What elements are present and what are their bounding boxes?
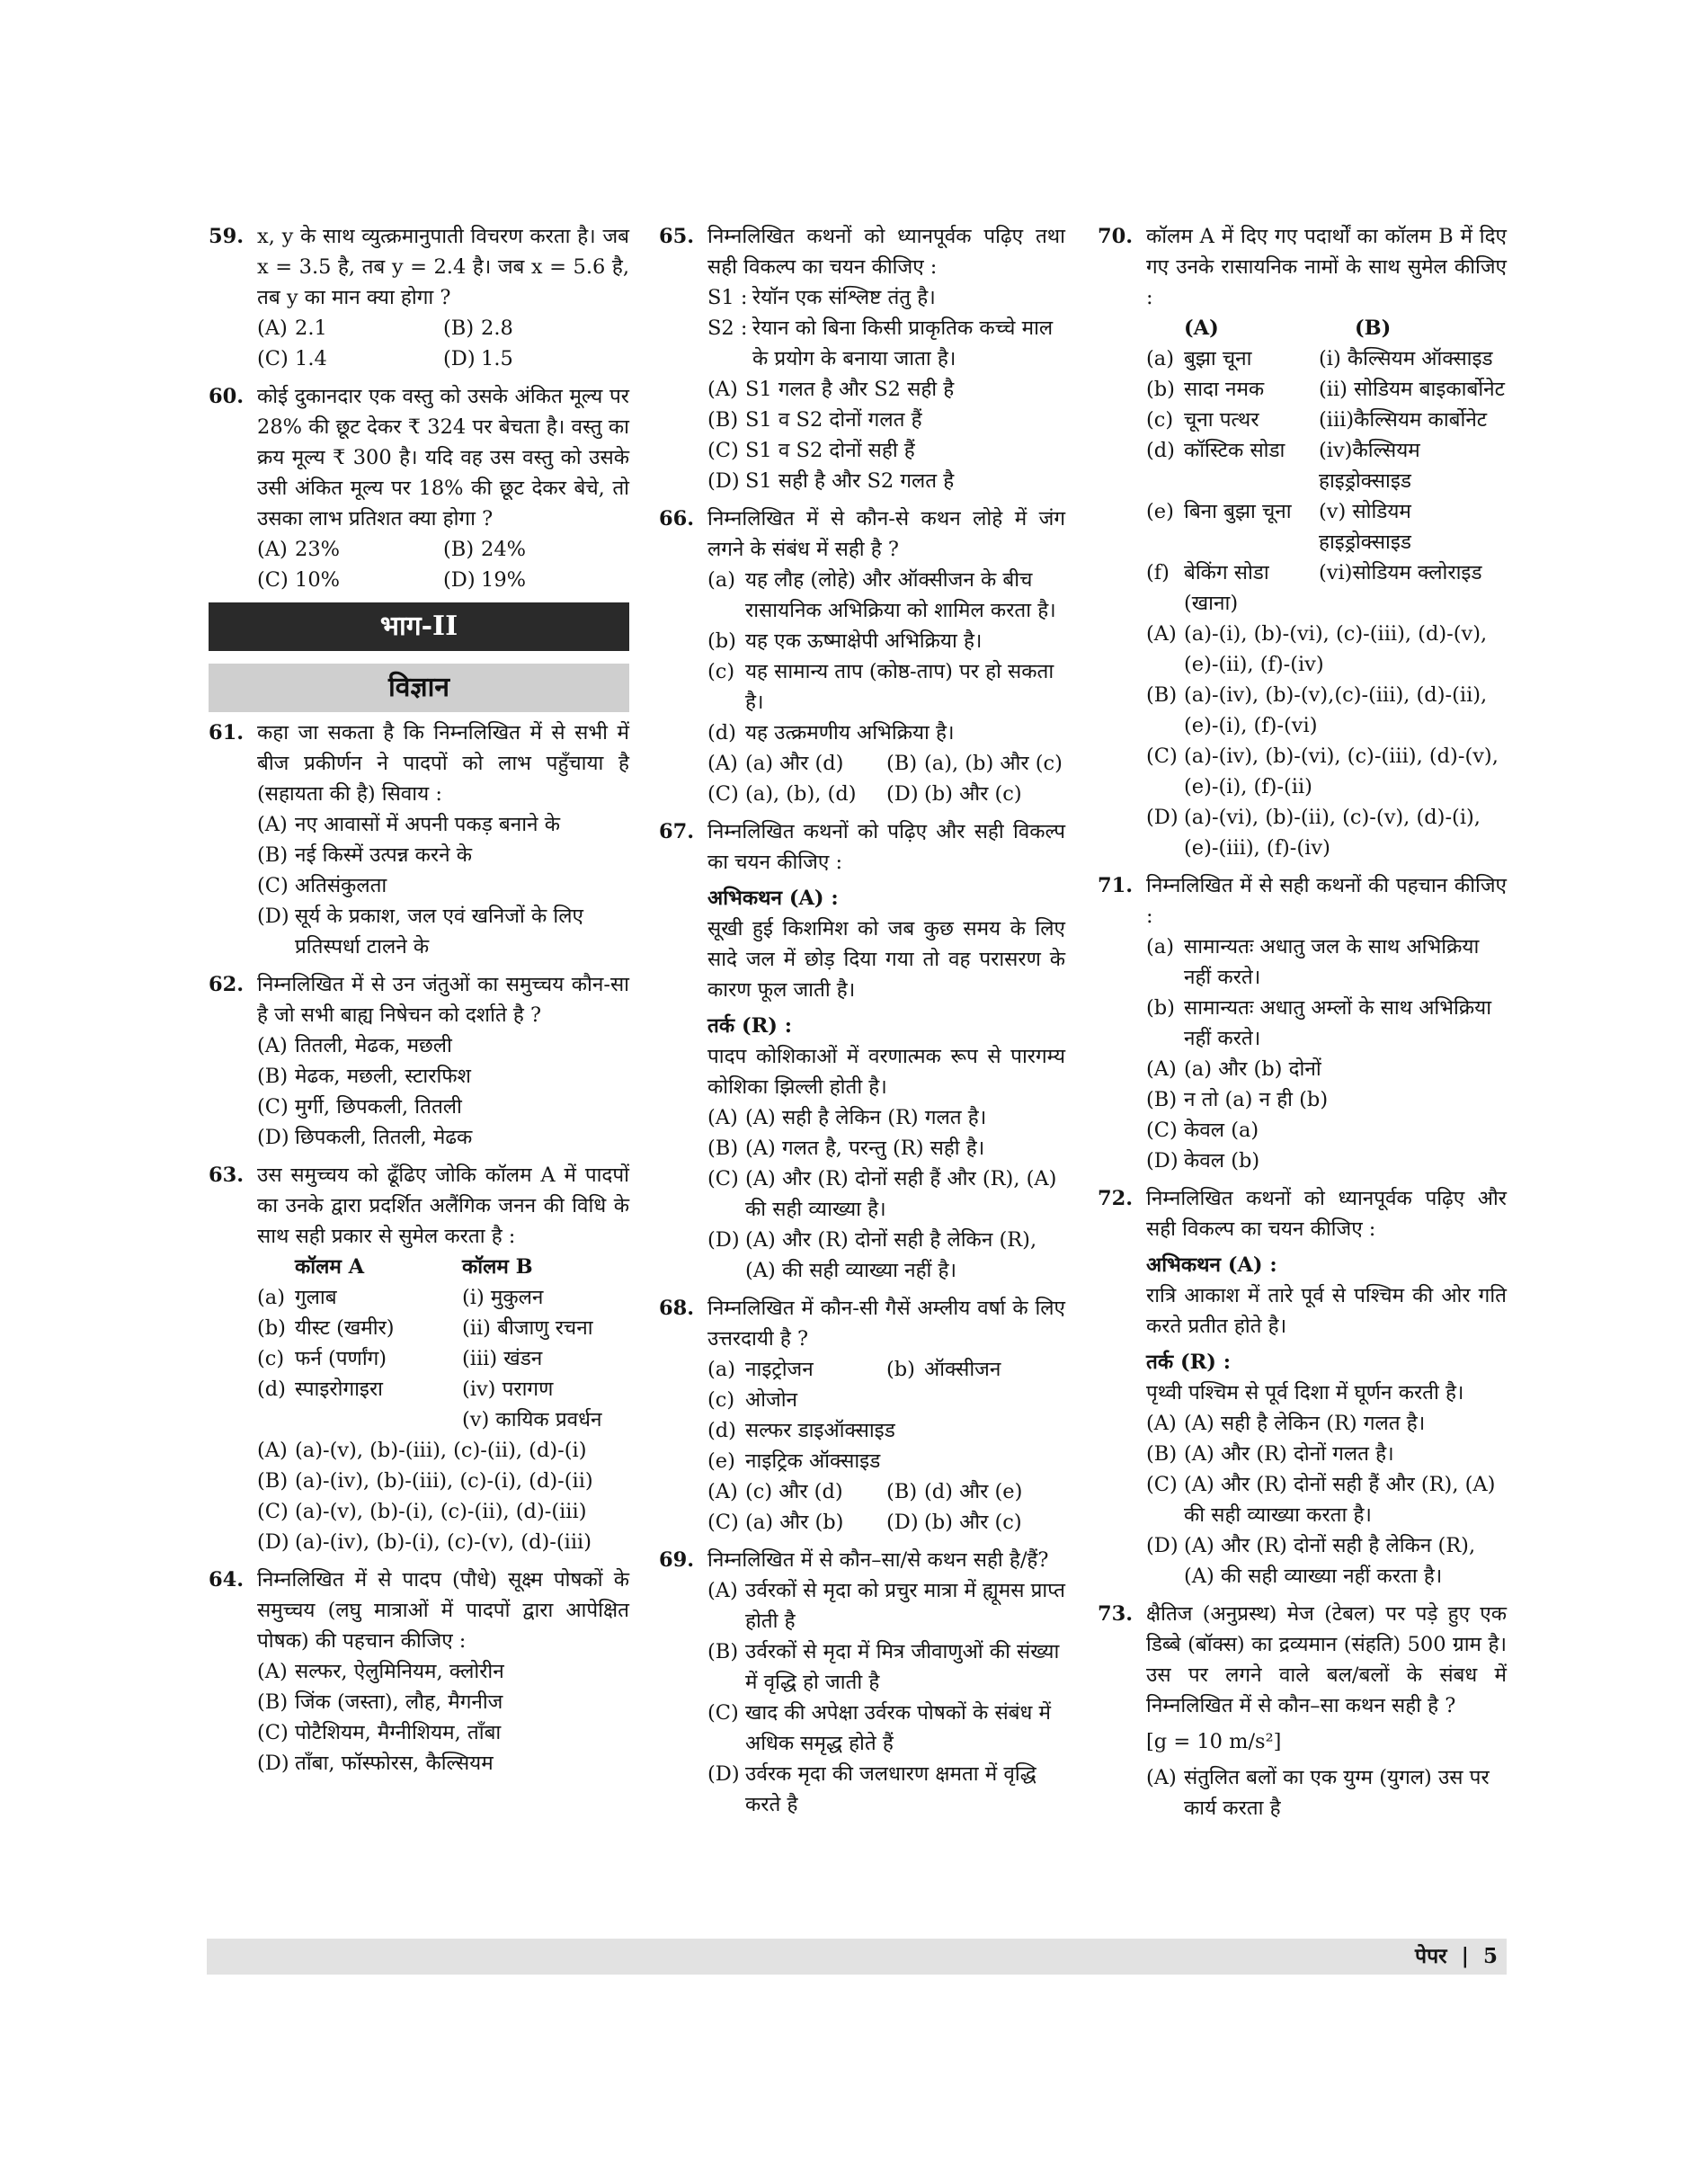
page-footer: [207, 1939, 1507, 1975]
option-a[interactable]: (A) नए आवासों में अपनी पकड़ बनाने के: [257, 813, 560, 836]
question-67: [659, 816, 1065, 1286]
option-b[interactable]: (B) S1 व S2 दोनों गलत हैं: [707, 408, 922, 432]
column-3: [1098, 221, 1507, 1831]
option-d[interactable]: (D) (b) और (c): [886, 1511, 1022, 1534]
footer-separator: |: [1461, 1944, 1469, 1968]
assertion-label: अभिकथन (A) :: [1146, 1253, 1277, 1277]
question-text: निम्नलिखित कथनों को ध्यानपूर्वक पढ़िए तथा सही विकल्प का चयन कीजिए :: [707, 225, 1065, 279]
assertion-text: सूखी हुई किशमिश को जब कुछ समय के लिए सादे जल में छोड़ दिया गया तो वह परासरण के कारण फूल जाती है।: [707, 917, 1065, 1002]
question-text: कहा जा सकता है कि निम्नलिखित में से सभी में बीज प्रकीर्णन ने पादपों को लाभ पहुँचाया है (सहायता की है) सिवाय :: [257, 721, 629, 806]
option-c[interactable]: (C) 10%: [257, 568, 341, 592]
option-d[interactable]: (D) छिपकली, तितली, मेढक: [257, 1126, 473, 1149]
question-63: [209, 1160, 629, 1557]
option-d[interactable]: (D) (a)-(iv), (b)-(i), (c)-(v), (d)-(iii): [257, 1530, 592, 1554]
option-d[interactable]: (D) (a)-(vi), (b)-(ii), (c)-(v), (d)-(i), (e)-(iii), (f)-(iv): [1146, 806, 1481, 860]
question-72: [1098, 1183, 1507, 1592]
option-b[interactable]: (B) उर्वरकों से मृदा में मित्र जीवाणुओं की संख्या में वृद्धि हो जाती है: [707, 1640, 1060, 1694]
footer-label: पेपर: [1415, 1944, 1447, 1968]
assertion-label: अभिकथन (A) :: [707, 887, 839, 910]
question-number: 67.: [659, 820, 695, 843]
option-c[interactable]: (C) (A) और (R) दोनों सही हैं और (R), (A) की सही व्याख्या करता है।: [1146, 1473, 1496, 1527]
question-66: [659, 504, 1065, 809]
question-64: [209, 1565, 629, 1779]
question-number: 68.: [659, 1297, 695, 1320]
option-a[interactable]: (A) उर्वरकों से मृदा को प्रचुर मात्रा में ह्यूमस प्राप्त होती है: [707, 1579, 1065, 1633]
statement-s2: S2 : रेयान को बिना किसी प्राकृतिक कच्चे माल के प्रयोग के बनाया जाता है।: [707, 317, 1054, 370]
assertion-text: रात्रि आकाश में तारे पूर्व से पश्चिम की ओर गति करते प्रतीत होते है।: [1146, 1284, 1507, 1338]
option-a[interactable]: (A) (a) और (d): [707, 752, 844, 775]
column-b-heading: कॉलम B: [462, 1255, 533, 1279]
option-b[interactable]: (B) (A) गलत है, परन्तु (R) सही है।: [707, 1137, 985, 1160]
list-item: (d) सल्फर डाइऑक्साइड: [707, 1419, 895, 1442]
option-a[interactable]: (A) तितली, मेढक, मछली: [257, 1034, 452, 1057]
question-65: [659, 221, 1065, 496]
question-text: निम्नलिखित में से सही कथनों की पहचान कीजिए :: [1146, 874, 1507, 928]
question-text: निम्नलिखित में से कौन-से कथन लोहे में जंग लगने के संबंध में सही है ?: [707, 507, 1065, 561]
question-number: 69.: [659, 1548, 695, 1572]
list-item: (c) ओजोन: [707, 1388, 798, 1412]
part-heading: भाग-II: [209, 602, 629, 651]
option-d[interactable]: (D) S1 सही है और S2 गलत है: [707, 469, 955, 493]
option-a[interactable]: (A) (A) सही है लेकिन (R) गलत है।: [707, 1106, 987, 1129]
option-c[interactable]: (C) पोटैशियम, मैग्नीशियम, ताँबा: [257, 1721, 502, 1744]
match-table: कॉलम A कॉलम B (a) गुलाब (i) मुकुलन (b) यीस्ट (खमीर) (ii) बीजाणु रचना (c) फर्न (पर्णांग) (iii) खंडन (d) स्पाइरोगाइरा (iv) परागण (v) कायिक प्रवर्धन: [257, 1252, 629, 1435]
option-b[interactable]: (B) 24%: [443, 538, 527, 561]
option-a[interactable]: (A) (c) और (d): [707, 1480, 843, 1503]
reason-text: पादप कोशिकाओं में वरणात्मक रूप से पारगम्य कोशिका झिल्ली होती है।: [707, 1045, 1065, 1099]
question-text: निम्नलिखित कथनों को पढ़िए और सही विकल्प का चयन कीजिए :: [707, 820, 1065, 874]
question-text: निम्नलिखित में से पादप (पौधे) सूक्ष्म पोषकों के समुच्चय (लघु मात्राओं में पादपों द्वारा आपेक्षित पोषक) की पहचान कीजिए :: [257, 1568, 629, 1653]
question-number: 63.: [209, 1164, 245, 1187]
question-number: 73.: [1098, 1602, 1134, 1626]
option-d[interactable]: (D) केवल (b): [1146, 1149, 1260, 1173]
question-number: 72.: [1098, 1187, 1134, 1210]
option-c[interactable]: (C) मुर्गी, छिपकली, तितली: [257, 1095, 462, 1119]
question-text: निम्नलिखित में से कौन–सा/से कथन सही है/हैं?: [707, 1548, 1049, 1572]
option-c[interactable]: (C) S1 व S2 दोनों सही हैं: [707, 439, 915, 462]
science-heading: विज्ञान: [209, 664, 629, 712]
list-item: (d) यह उत्क्रमणीय अभिक्रिया है।: [707, 721, 955, 745]
question-62: [209, 969, 629, 1153]
option-c[interactable]: (C) (a) और (b): [707, 1511, 844, 1534]
question-71: [1098, 870, 1507, 1176]
reason-label: तर्क (R) :: [707, 1014, 793, 1038]
question-text: निम्नलिखित में कौन-सी गैसें अम्लीय वर्षा के लिए उत्तरदायी है ?: [707, 1297, 1065, 1351]
option-b[interactable]: (B) नई किस्में उत्पन्न करने के: [257, 843, 473, 867]
column-a-heading: (A): [1184, 317, 1219, 340]
option-d[interactable]: (D) 1.5: [443, 347, 513, 370]
question-59: [209, 221, 629, 374]
question-61: [209, 718, 629, 962]
option-c[interactable]: (C) 1.4: [257, 347, 327, 370]
option-b[interactable]: (B) जिंक (जस्ता), लौह, मैगनीज: [257, 1690, 503, 1714]
option-d[interactable]: (D) (A) और (R) दोनों सही है लेकिन (R), (A) की सही व्याख्या नहीं करता है।: [1146, 1534, 1476, 1588]
reason-text: पृथ्वी पश्चिम से पूर्व दिशा में घूर्णन करती है।: [1146, 1381, 1464, 1404]
question-number: 64.: [209, 1568, 245, 1592]
option-b[interactable]: (B) (A) और (R) दोनों गलत है।: [1146, 1442, 1394, 1466]
question-69: [659, 1545, 1065, 1820]
option-a[interactable]: (A) S1 गलत है और S2 सही है: [707, 378, 955, 401]
option-c[interactable]: (C) (a)-(v), (b)-(i), (c)-(ii), (d)-(iii): [257, 1500, 587, 1523]
option-d[interactable]: (D) उर्वरक मृदा की जलधारण क्षमता में वृद्धि करते है: [707, 1762, 1036, 1816]
question-text: निम्नलिखित में से उन जंतुओं का समुच्चय कौन-सा है जो सभी बाह्य निषेचन को दर्शाते है ?: [257, 973, 629, 1027]
option-c[interactable]: (C) (A) और (R) दोनों सही हैं और (R), (A) की सही व्याख्या है।: [707, 1167, 1057, 1221]
option-c[interactable]: (C) (a), (b), (d): [707, 782, 857, 806]
option-c[interactable]: (C) (a)-(iv), (b)-(vi), (c)-(iii), (d)-(v), (e)-(i), (f)-(ii): [1146, 745, 1499, 798]
list-item: (b) ऑक्सीजन: [886, 1358, 1001, 1381]
option-a[interactable]: (A) 23%: [257, 538, 341, 561]
question-text: क्षैतिज (अनुप्रस्थ) मेज (टेबल) पर पड़े हुए एक डिब्बे (बॉक्स) का द्रव्यमान (संहति) 500 ग्राम है। उस पर लगने वाले बल/बलों के संबध में निम्नलिखित में से कौन–सा कथन सही है ?: [1146, 1602, 1507, 1717]
question-text: कॉलम A में दिए गए पदार्थों का कॉलम B में दिए गए उनके रासायनिक नामों के साथ सुमेल कीजिए :: [1146, 225, 1507, 309]
option-c[interactable]: (C) खाद की अपेक्षा उर्वरक पोषकों के संबंध में अधिक समृद्ध होते हैं: [707, 1701, 1051, 1755]
option-d[interactable]: (D) 19%: [443, 568, 527, 592]
option-a[interactable]: (A) सल्फर, ऐलुमिनियम, क्लोरीन: [257, 1660, 504, 1683]
option-d[interactable]: (D) (b) और (c): [886, 782, 1022, 806]
question-number: 70.: [1098, 225, 1134, 248]
question-text: x, y के साथ व्युत्क्रमानुपाती विचरण करता है। जब x = 3.5 है, तब y = 2.4 है। जब x = 5.6 है, तब y का मान क्या होगा ?: [257, 225, 629, 309]
question-68: [659, 1293, 1065, 1538]
option-b[interactable]: (B) 2.8: [443, 317, 513, 340]
page-number: 5: [1482, 1944, 1498, 1968]
list-item: (a) सामान्यतः अधातु जल के साथ अभिक्रिया नहीं करते।: [1146, 935, 1480, 989]
option-b[interactable]: (B) (a)-(iv), (b)-(iii), (c)-(i), (d)-(ii): [257, 1469, 593, 1493]
question-number: 60.: [209, 385, 245, 408]
list-item: (a) नाइट्रोजन: [707, 1358, 814, 1381]
question-73: [1098, 1599, 1507, 1824]
question-number: 66.: [659, 507, 695, 531]
column-1: [209, 221, 629, 1786]
list-item: (e) नाइट्रिक ऑक्साइड: [707, 1449, 881, 1473]
match-table: (A) (B) (a) बुझा चूना (i) कैल्सियम ऑक्साइड (b) सादा नमक (ii) सोडियम बाइकार्बोनेट (c) चूना पत्थर (iii)कैल्सियम कार्बोनेट (d) कॉस्टिक सोडा (iv)कैल्सियम हाइड्रोक्साइड (e) बिना बुझा चूना (v) सोडियम हाइड्रोक्साइड (f) बेकिंग सोडा (खाना) (vi)सोडियम क्लोराइड: [1146, 313, 1507, 619]
option-d[interactable]: (D) सूर्य के प्रकाश, जल एवं खनिजों के लिए प्रतिस्पर्धा टालने के: [257, 905, 583, 959]
option-a[interactable]: (A) (A) सही है लेकिन (R) गलत है।: [1146, 1412, 1426, 1435]
option-a[interactable]: (A) (a)-(v), (b)-(iii), (c)-(ii), (d)-(i): [257, 1439, 587, 1462]
given-value: [g = 10 m/s²]: [1146, 1730, 1282, 1753]
list-item: (b) सामान्यतः अधातु अम्लों के साथ अभिक्रिया नहीं करते।: [1146, 996, 1492, 1050]
list-item: (c) यह सामान्य ताप (कोष्ठ-ताप) पर हो सकता है।: [707, 660, 1054, 714]
column-2: [659, 221, 1065, 1827]
question-text: कोई दुकानदार एक वस्तु को उसके अंकित मूल्य पर 28% की छूट देकर ₹ 324 पर बेचता है। वस्तु का क्रय मूल्य ₹ 300 है। यदि वह उस वस्तु को उसके उसी अंकित मूल्य पर 18% की छूट देकर बेचे, तो उसका लाभ प्रतिशत क्या होगा ?: [257, 385, 629, 531]
option-b[interactable]: (B) न तो (a) न ही (b): [1146, 1088, 1329, 1111]
option-a[interactable]: (A) संतुलित बलों का एक युग्म (युगल) उस पर कार्य करता है: [1146, 1766, 1490, 1820]
option-b[interactable]: (B) (a)-(iv), (b)-(v),(c)-(iii), (d)-(ii), (e)-(i), (f)-(vi): [1146, 683, 1488, 737]
column-b-heading: (B): [1355, 317, 1392, 340]
question-number: 62.: [209, 973, 245, 996]
question-text: निम्नलिखित कथनों को ध्यानपूर्वक पढ़िए और सही विकल्प का चयन कीजिए :: [1146, 1187, 1507, 1241]
list-item: (a) यह लौह (लोहे) और ऑक्सीजन के बीच रासायनिक अभिक्रिया को शामिल करता है।: [707, 568, 1056, 622]
option-a[interactable]: (A) (a)-(i), (b)-(vi), (c)-(iii), (d)-(v), (e)-(ii), (f)-(iv): [1146, 622, 1488, 676]
option-c[interactable]: (C) केवल (a): [1146, 1119, 1259, 1142]
option-b[interactable]: (B) (d) और (e): [886, 1480, 1023, 1503]
option-d[interactable]: (D) ताँबा, फॉस्फोरस, कैल्सियम: [257, 1752, 494, 1775]
option-c[interactable]: (C) अतिसंकुलता: [257, 874, 387, 897]
question-text: उस समुच्चय को ढूँढिए जोकि कॉलम A में पादपों का उनके द्वारा प्रदर्शित अलैंगिक जनन की विधि के साथ सही प्रकार से सुमेल करता है :: [257, 1164, 629, 1248]
option-b[interactable]: (B) मेढक, मछली, स्टारफिश: [257, 1065, 471, 1088]
question-70: [1098, 221, 1507, 863]
list-item: (b) यह एक ऊष्माक्षेपी अभिक्रिया है।: [707, 629, 983, 653]
option-d[interactable]: (D) (A) और (R) दोनों सही है लेकिन (R), (A) की सही व्याख्या नहीं है।: [707, 1228, 1037, 1282]
option-a[interactable]: (A) (a) और (b) दोनों: [1146, 1057, 1321, 1081]
reason-label: तर्क (R) :: [1146, 1351, 1232, 1374]
column-a-heading: कॉलम A: [295, 1255, 365, 1279]
question-number: 71.: [1098, 874, 1134, 897]
option-b[interactable]: (B) (a), (b) और (c): [886, 752, 1063, 775]
question-number: 65.: [659, 225, 695, 248]
question-60: [209, 381, 629, 595]
option-a[interactable]: (A) 2.1: [257, 317, 327, 340]
question-number: 61.: [209, 721, 245, 745]
question-number: 59.: [209, 225, 245, 248]
statement-s1: S1 : रेयॉन एक संश्लिष्ट तंतु है।: [707, 286, 936, 309]
